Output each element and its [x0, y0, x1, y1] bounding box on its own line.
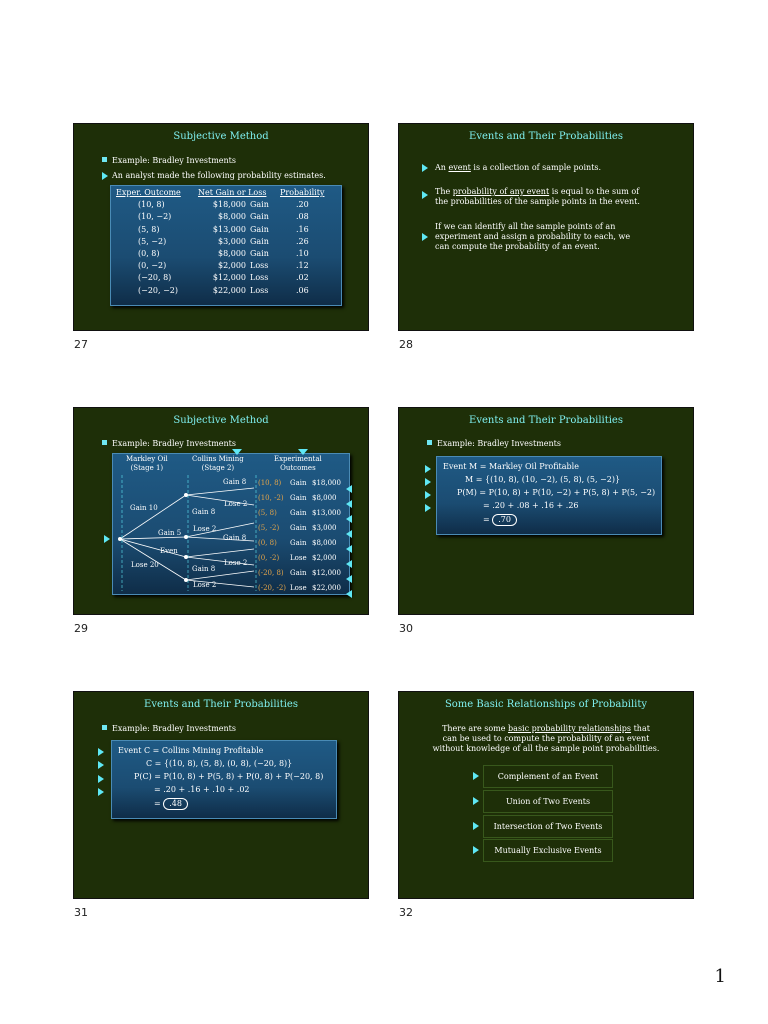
- stage1-label: Gain 5: [158, 529, 182, 537]
- cell-amount: $13,000: [212, 224, 246, 234]
- bullet-text: An analyst made the following probability estimates.: [112, 171, 326, 180]
- arrow-left-icon: [346, 515, 352, 523]
- table-row: [116, 224, 332, 236]
- branch: [186, 549, 254, 557]
- stage2-label: Gain 8: [223, 534, 247, 542]
- cell-outcome: (5, 8): [138, 224, 160, 234]
- cell-prob: .26: [296, 236, 309, 246]
- text-line: without knowledge of all the sample point probabilities.: [432, 744, 660, 753]
- table-row: [116, 236, 332, 248]
- arrow-bullet-icon: [473, 846, 479, 854]
- outcome-pair: (-20, -2): [258, 584, 287, 592]
- cell-amount: $3,000: [218, 236, 246, 246]
- event-set: C = {(10, 8), (5, 8), (0, 8), (−20, 8)}: [146, 759, 293, 768]
- outcome-row: [258, 554, 341, 569]
- outcome-pair: (5, 8): [258, 509, 277, 517]
- cell-type: Gain: [250, 236, 269, 246]
- arrow-bullet-icon: [102, 172, 108, 180]
- stage2-label: Lose 2: [224, 559, 248, 567]
- slide-28: [398, 123, 694, 331]
- tree-node: [184, 555, 188, 559]
- event-set: M = {(10, 8), (10, −2), (5, 8), (5, −2)}: [465, 475, 621, 484]
- outcome-row: [258, 479, 341, 494]
- example-bullet: [102, 724, 236, 733]
- outcome-row: [258, 569, 341, 584]
- cell-outcome: (−20, −2): [138, 285, 179, 295]
- cell-prob: .16: [296, 224, 309, 234]
- cell-amount: $8,000: [218, 249, 246, 259]
- cell-outcome: (10, 8): [138, 200, 165, 210]
- outcome-amount: $12,000: [312, 569, 341, 577]
- header-probability: Probability: [280, 188, 325, 198]
- arrow-bullet-icon: [425, 465, 431, 473]
- event-probability-sum: = .20 + .16 + .10 + .02: [154, 785, 250, 794]
- table-row: [116, 248, 332, 260]
- table-row: [116, 285, 332, 297]
- equals-sign: =: [154, 799, 161, 808]
- cell-prob: .20: [296, 200, 309, 210]
- stage2-label: Lose 2: [193, 525, 217, 533]
- outcome-row: [258, 524, 341, 539]
- arrow-bullet-icon: [425, 491, 431, 499]
- arrow-bullet-icon: [98, 775, 104, 783]
- arrow-bullet-icon: [473, 772, 479, 780]
- text-line: If we can identify all the sample points of an: [435, 222, 616, 231]
- cell-type: Gain: [250, 249, 269, 259]
- outcome-type: Gain: [290, 509, 307, 517]
- event-probability-formula: P(M) = P(10, 8) + P(10, −2) + P(5, 8) + P(5, −2): [457, 488, 656, 497]
- example-label: Example: Bradley Investments: [112, 156, 236, 165]
- outcome-type: Gain: [290, 539, 307, 547]
- outcome-pair: (10, -2): [258, 494, 284, 502]
- outcome-pair: (5, -2): [258, 524, 280, 532]
- header-line: Outcomes: [280, 464, 316, 472]
- arrow-left-icon: [346, 590, 352, 598]
- intersection-box: Intersection of Two Events: [483, 815, 613, 838]
- example-bullet: [102, 439, 236, 448]
- complement-box: Complement of an Event: [483, 765, 613, 788]
- slide-title: Events and Their Probabilities: [469, 131, 623, 142]
- text-line: can be used to compute the probability of an event: [442, 734, 650, 743]
- cell-amount: $8,000: [218, 212, 246, 222]
- arrow-left-icon: [346, 485, 352, 493]
- branch: [186, 488, 254, 495]
- cell-outcome: (−20, 8): [138, 273, 172, 283]
- outcome-pair: (0, -2): [258, 554, 280, 562]
- cell-prob: .08: [296, 212, 309, 222]
- cell-prob: .10: [296, 249, 309, 259]
- arrow-left-icon: [346, 530, 352, 538]
- outcome-amount: $2,000: [312, 554, 337, 562]
- slide-title: Events and Their Probabilities: [469, 415, 623, 426]
- square-bullet-icon: [102, 725, 107, 730]
- bullet-identify: [435, 222, 630, 252]
- slide-number: 27: [74, 338, 88, 351]
- term-event: event: [448, 163, 471, 172]
- text-line: the probabilities of the sample points in the event.: [435, 197, 640, 206]
- bullet-event: [435, 163, 601, 173]
- root-node: [118, 537, 122, 541]
- example-bullet: [102, 156, 236, 165]
- arrow-left-icon: [346, 500, 352, 508]
- outcome-row: [258, 494, 341, 509]
- table-row: [116, 199, 332, 211]
- text-part: is a collection of sample points.: [470, 163, 602, 172]
- outcome-amount: $18,000: [312, 479, 341, 487]
- arrow-bullet-icon: [98, 788, 104, 796]
- slide-number: 32: [399, 906, 413, 919]
- probability-table: [116, 187, 332, 297]
- cell-amount: $2,000: [218, 261, 246, 271]
- text-part: An: [435, 163, 449, 172]
- outcome-amount: $8,000: [312, 539, 337, 547]
- header-line: (Stage 1): [130, 464, 164, 472]
- arrow-left-icon: [346, 545, 352, 553]
- slide-title: Events and Their Probabilities: [144, 699, 298, 710]
- text-part: The: [435, 187, 453, 196]
- event-probability-result: [154, 798, 188, 810]
- outcome-row: [258, 539, 341, 554]
- cell-prob: .02: [296, 273, 309, 283]
- text-part: that: [631, 724, 650, 733]
- tree-node: [184, 535, 188, 539]
- slide-title: Subjective Method: [173, 415, 269, 426]
- header-line: Markley Oil: [126, 455, 168, 463]
- example-label: Example: Bradley Investments: [437, 439, 561, 448]
- bullet-probability: [435, 187, 640, 207]
- table-row: [116, 260, 332, 272]
- cell-amount: $12,000: [212, 273, 246, 283]
- tree-node: [184, 493, 188, 497]
- slide-number: 31: [74, 906, 88, 919]
- header-net-gain: Net Gain or Loss: [198, 188, 267, 198]
- slide-number: 29: [74, 622, 88, 635]
- outcome-pair: (10, 8): [258, 479, 282, 487]
- text-line: experiment and assign a probability to each, we: [435, 232, 631, 241]
- event-probability-formula: P(C) = P(10, 8) + P(5, 8) + P(0, 8) + P(−20, 8): [134, 772, 324, 781]
- outcome-type: Gain: [290, 524, 307, 532]
- outcome-pair: (0, 8): [258, 539, 277, 547]
- outcome-type: Gain: [290, 479, 307, 487]
- event-definition: Event M = Markley Oil Profitable: [443, 462, 579, 471]
- text-part: is equal to the sum of: [549, 187, 640, 196]
- arrow-bullet-icon: [422, 233, 428, 241]
- slide-30: [398, 407, 694, 615]
- event-probability-sum: = .20 + .08 + .16 + .26: [483, 501, 579, 510]
- outcome-amount: $3,000: [312, 524, 337, 532]
- stage2-label: Gain 8: [223, 478, 247, 486]
- slide-title: Some Basic Relationships of Probability: [444, 699, 648, 710]
- outcome-pair: (-20, 8): [258, 569, 284, 577]
- header-line: (Stage 2): [201, 464, 235, 472]
- cell-amount: $18,000: [212, 200, 246, 210]
- cell-prob: .06: [296, 285, 309, 295]
- stage2-label: Lose 2: [193, 581, 217, 589]
- arrow-bullet-icon: [473, 797, 479, 805]
- example-label: Example: Bradley Investments: [112, 724, 236, 733]
- table-row: [116, 211, 332, 223]
- term-relationships: basic probability relationships: [508, 724, 632, 733]
- outcome-row: [258, 584, 341, 599]
- slide-27: [73, 123, 369, 331]
- arrow-left-icon: [346, 560, 352, 568]
- slide-29: [73, 407, 369, 615]
- cell-outcome: (0, −2): [138, 261, 167, 271]
- arrow-bullet-icon: [422, 164, 428, 172]
- cell-amount: $22,000: [212, 285, 246, 295]
- outcome-amount: $13,000: [312, 509, 341, 517]
- tree-node: [184, 578, 188, 582]
- union-box: Union of Two Events: [483, 790, 613, 813]
- stage1-label: Lose 20: [131, 561, 159, 569]
- equals-sign: =: [483, 515, 490, 524]
- cell-outcome: (10, −2): [138, 212, 172, 222]
- arrow-bullet-icon: [425, 504, 431, 512]
- arrow-bullet-icon: [422, 191, 428, 199]
- header-outcome: Exper. Outcome: [116, 188, 181, 198]
- result-value: .70: [492, 514, 517, 526]
- arrow-bullet-icon: [98, 761, 104, 769]
- slide-title: Subjective Method: [173, 131, 269, 142]
- outcome-type: Gain: [290, 494, 307, 502]
- term-probability: probability of any event: [452, 187, 550, 196]
- page-number: 1: [714, 966, 726, 987]
- slide-number: 28: [399, 338, 413, 351]
- arrow-left-icon: [346, 575, 352, 583]
- event-definition: Event C = Collins Mining Profitable: [118, 746, 264, 755]
- branch-lose-20: [120, 539, 186, 580]
- cell-outcome: (5, −2): [138, 236, 167, 246]
- branch-gain-5: [120, 537, 186, 539]
- table-header-row: [116, 187, 332, 199]
- cell-type: Loss: [250, 273, 269, 283]
- arrow-bullet-icon: [98, 748, 104, 756]
- arrow-bullet-icon: [104, 535, 110, 543]
- cell-type: Loss: [250, 285, 269, 295]
- result-value: .48: [163, 798, 188, 810]
- arrow-bullet-icon: [473, 822, 479, 830]
- example-label: Example: Bradley Investments: [112, 439, 236, 448]
- header-line: Experimental: [274, 455, 322, 463]
- cell-type: Gain: [250, 212, 269, 222]
- outcome-amount: $8,000: [312, 494, 337, 502]
- intro-paragraph: [399, 724, 693, 754]
- square-bullet-icon: [102, 157, 107, 162]
- arrow-bullet-icon: [425, 478, 431, 486]
- example-bullet: [427, 439, 561, 448]
- stage1-label: Gain 10: [130, 504, 158, 512]
- cell-outcome: (0, 8): [138, 249, 160, 259]
- slide-number: 30: [399, 622, 413, 635]
- stage2-label: Lose 2: [224, 500, 248, 508]
- table-row: [116, 272, 332, 284]
- cell-prob: .12: [296, 261, 309, 271]
- text-line: can compute the probability of an event.: [435, 242, 600, 251]
- text-part: There are some: [442, 724, 509, 733]
- square-bullet-icon: [427, 440, 432, 445]
- cell-type: Gain: [250, 224, 269, 234]
- stage2-label: Gain 8: [192, 565, 216, 573]
- outcome-type: Gain: [290, 569, 307, 577]
- cell-type: Loss: [250, 261, 269, 271]
- slide-31: [73, 691, 369, 899]
- stage1-label: Even: [160, 547, 178, 555]
- cell-type: Gain: [250, 200, 269, 210]
- slide-32: [398, 691, 694, 899]
- mutually-exclusive-box: Mutually Exclusive Events: [483, 839, 613, 862]
- stage2-label: Gain 8: [192, 508, 216, 516]
- outcome-list: [258, 479, 341, 599]
- square-bullet-icon: [102, 440, 107, 445]
- header-line: Collins Mining: [192, 455, 244, 463]
- event-probability-result: [483, 514, 517, 526]
- outcome-type: Lose: [290, 584, 307, 592]
- outcome-row: [258, 509, 341, 524]
- outcome-amount: $22,000: [312, 584, 341, 592]
- outcome-type: Lose: [290, 554, 307, 562]
